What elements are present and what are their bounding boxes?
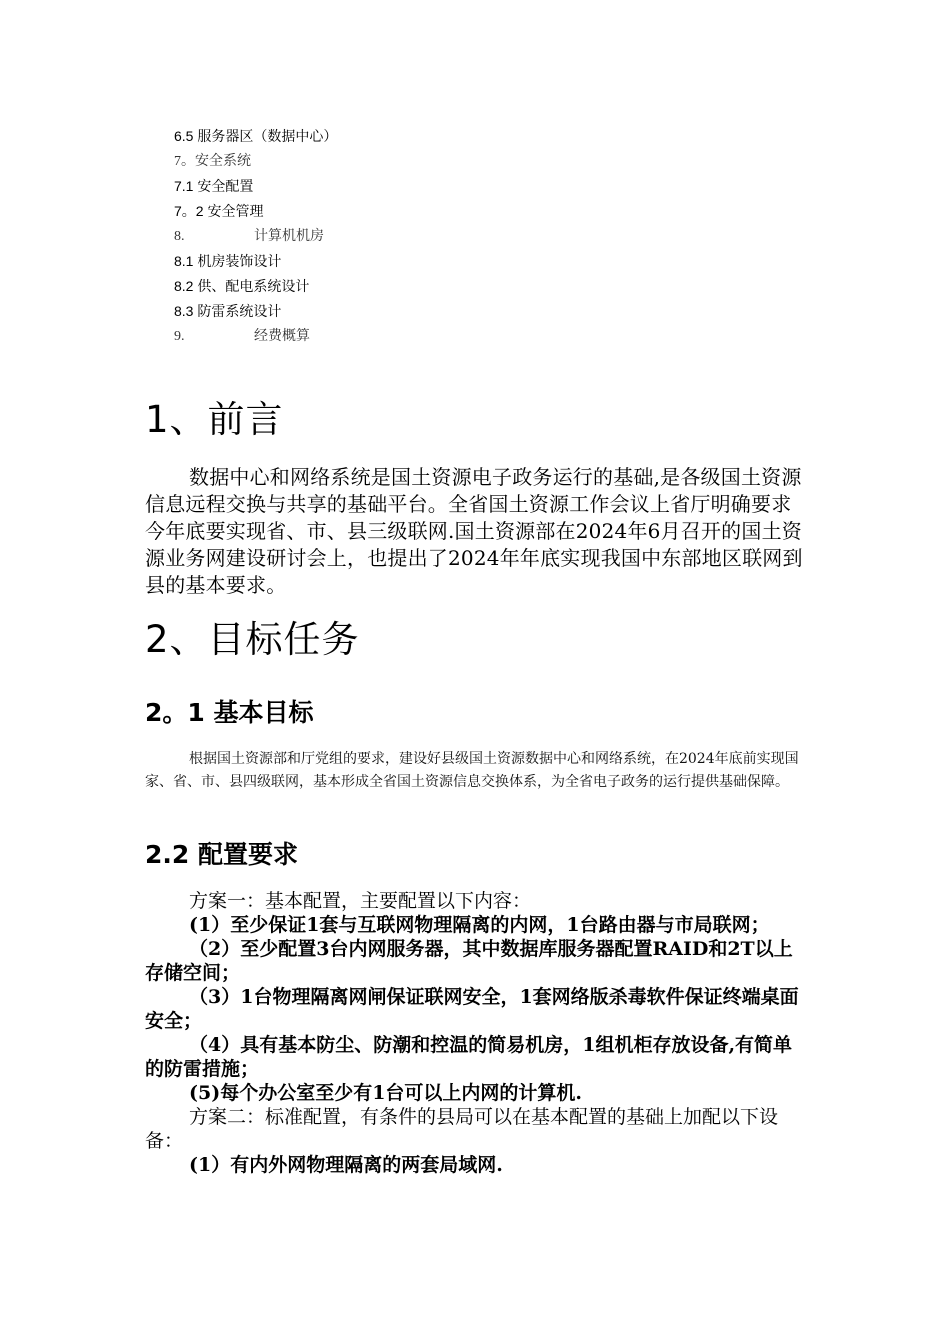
toc-item[interactable]: 7。安全系统	[174, 154, 251, 169]
plan-line: (5)每个办公室至少有1台可以上内网的计算机.	[189, 1082, 583, 1104]
goal-heading: 2、目标任务	[145, 618, 360, 661]
config-heading: 2.2 配置要求	[145, 840, 298, 869]
basic-goal-heading: 2。1 基本目标	[145, 698, 314, 727]
toc-item[interactable]: 8.1 机房装饰设计	[174, 253, 282, 269]
toc-item[interactable]: 8.2 供、配电系统设计	[174, 278, 310, 294]
table-of-contents	[174, 124, 774, 349]
toc-item[interactable]: 8. 计算机机房	[174, 229, 324, 244]
preface-paragraph: 数据中心和网络系统是国土资源电子政务运行的基础,是各级国土资源信息远程交换与共享的基础平台。全省国土资源工作会议上省厅明确要求今年底要实现省、市、县三级联网.国土资源部在2024年6月召开的国土资源业务网建设研讨会上，也提出了2024年年底实现我国中东部地区联网到县的基本要求。	[145, 465, 803, 597]
toc-item[interactable]: 7。2 安全管理	[174, 203, 264, 219]
basic-goal-paragraph: 根据国土资源部和厅党组的要求，建设好县级国土资源数据中心和网络系统，在2024年底前实现国家、省、市、县四级联网，基本形成全省国土资源信息交换体系，为全省电子政务的运行提供基础保障。	[145, 751, 799, 790]
toc-item[interactable]: 7.1 安全配置	[174, 178, 254, 194]
toc-item[interactable]: 6.5 服务器区（数据中心）	[174, 128, 338, 144]
plan-line: 方案二：标准配置，有条件的县局可以在基本配置的基础上加配以下设备：	[145, 1106, 779, 1152]
plan-line: 方案一：基本配置，主要配置以下内容：	[189, 890, 532, 912]
plan-line: (1）有内外网物理隔离的两套局域网.	[189, 1154, 503, 1176]
config-plan-list	[145, 889, 807, 1177]
preface-heading: 1、前言	[145, 398, 284, 441]
plan-line: （2）至少配置3台内网服务器，其中数据库服务器配置RAID和2T以上存储空间；	[145, 938, 793, 984]
toc-item[interactable]: 8.3 防雷系统设计	[174, 303, 282, 319]
plan-line: (1）至少保证1套与互联网物理隔离的内网，1台路由器与市局联网；	[189, 914, 770, 936]
toc-item[interactable]: 9. 经费概算	[174, 329, 310, 344]
plan-line: （3）1台物理隔离网闸保证联网安全，1套网络版杀毒软件保证终端桌面安全；	[145, 986, 799, 1032]
plan-line: （4）具有基本防尘、防潮和控温的简易机房，1组机柜存放设备,有简单的防雷措施；	[145, 1034, 793, 1080]
